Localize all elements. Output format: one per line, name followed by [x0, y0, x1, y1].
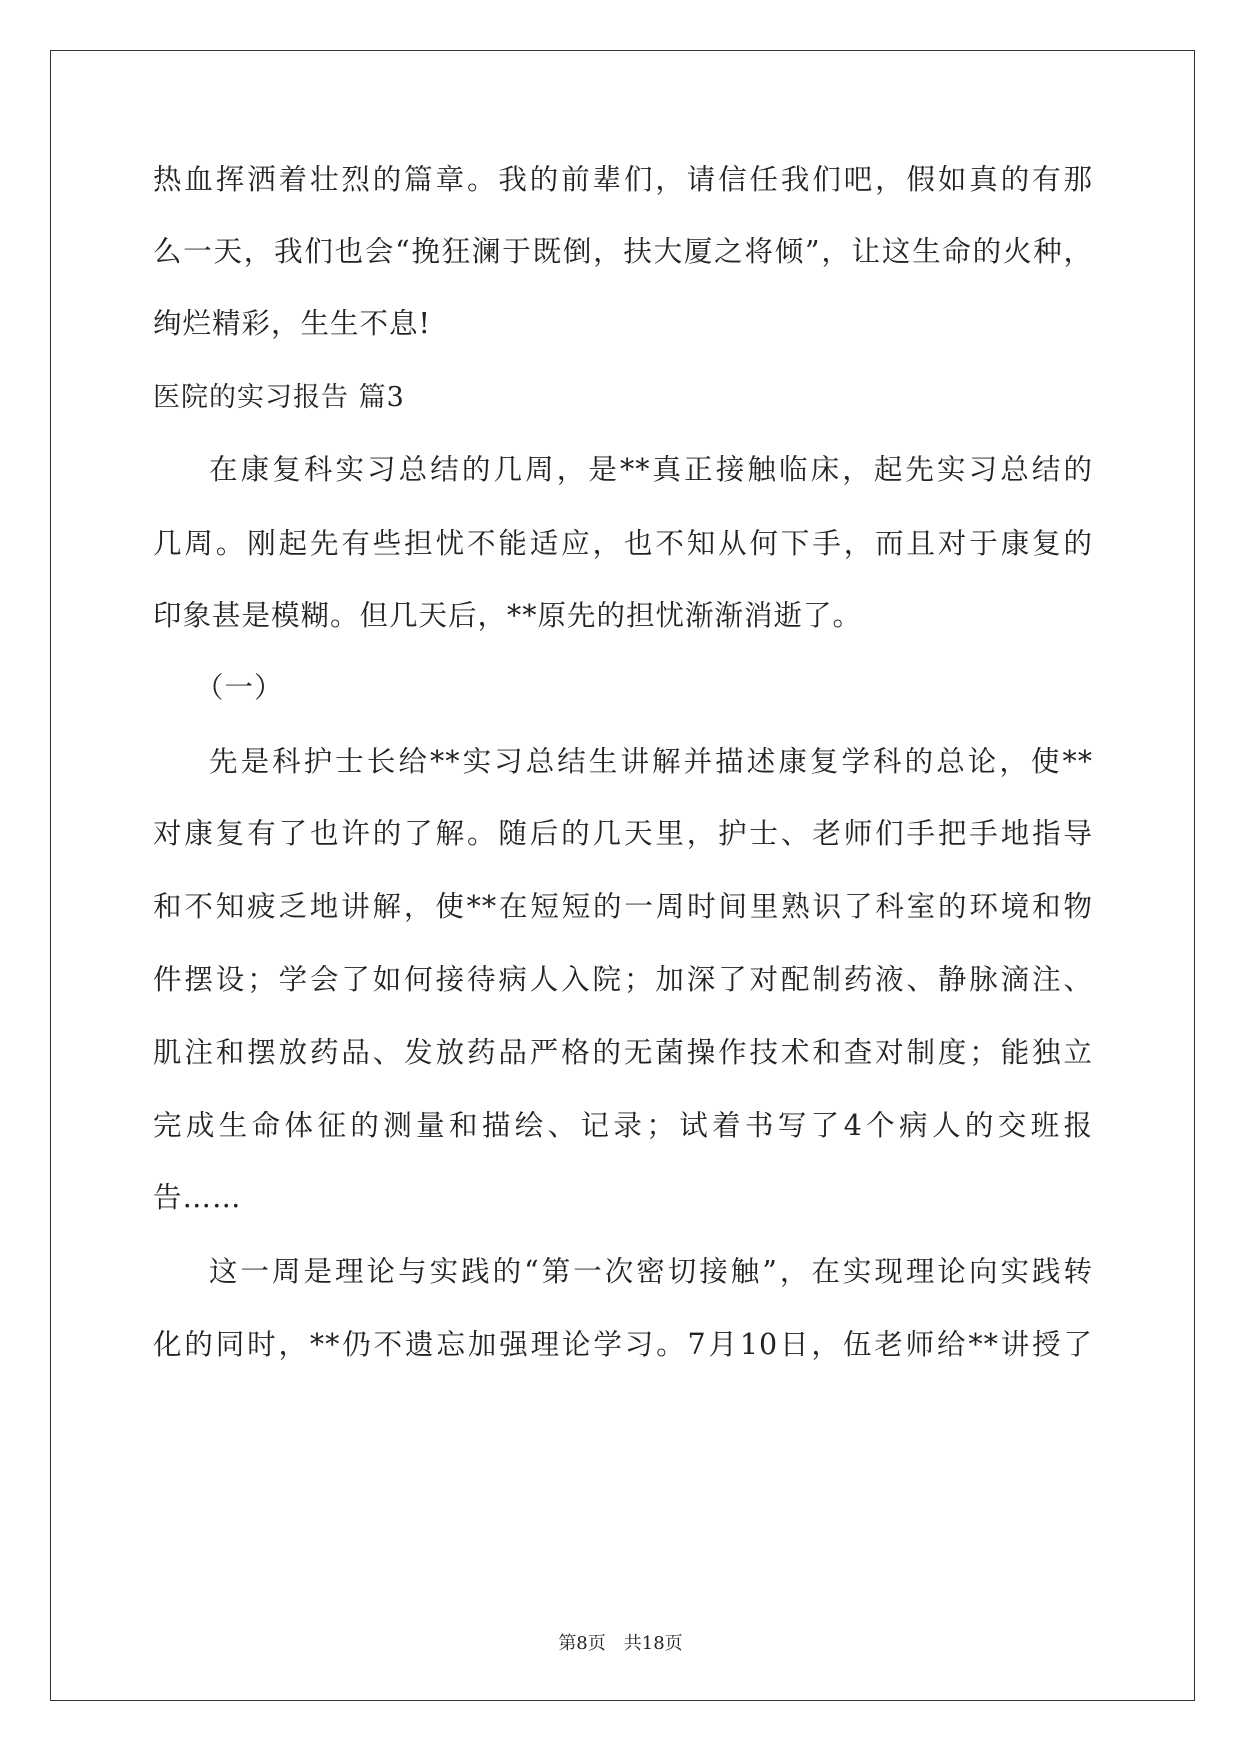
text-line: 先是科护士长给**实习总结生讲解并描述康复学科的总论，使** — [209, 745, 1093, 778]
section-heading: 医院的实习报告 篇3 — [153, 382, 405, 413]
text-line: 和不知疲乏地讲解，使**在短短的一周时间里熟识了科室的环境和物 — [153, 890, 1093, 923]
text-line: 肌注和摆放药品、发放药品严格的无菌操作技术和查对制度；能独立 — [153, 1036, 1093, 1069]
text-line: 几周。刚起先有些担忧不能适应，也不知从何下手，而且对于康复的 — [153, 527, 1093, 560]
text-line: 么一天，我们也会“挽狂澜于既倒，扶大厦之将倾”，让这生命的火种， — [153, 235, 1093, 268]
text-line: 化的同时，**仍不遗忘加强理论学习。7月10日，伍老师给**讲授了 — [153, 1328, 1093, 1361]
text-line: 这一周是理论与实践的“第一次密切接触”，在实现理论向实践转 — [209, 1255, 1093, 1288]
text-line: 完成生命体征的测量和描绘、记录；试着书写了4个病人的交班报 — [153, 1109, 1093, 1142]
text-line: 告…… — [153, 1181, 242, 1214]
page-number: 第8页 共18页 — [558, 1633, 683, 1654]
text-line: 件摆设；学会了如何接待病人入院；加深了对配制药液、静脉滴注、 — [153, 963, 1093, 996]
text-line: 在康复科实习总结的几周，是**真正接触临床，起先实习总结的 — [209, 453, 1093, 486]
section-marker: （一） — [195, 671, 284, 704]
text-line: 对康复有了也许的了解。随后的几天里，护士、老师们手把手地指导 — [153, 817, 1093, 850]
text-line: 热血挥洒着壮烈的篇章。我的前辈们，请信任我们吧，假如真的有那 — [153, 163, 1093, 196]
text-line: 印象甚是模糊。但几天后，**原先的担忧渐渐消逝了。 — [153, 599, 863, 632]
text-line: 绚烂精彩，生生不息! — [153, 307, 431, 340]
page-frame — [50, 50, 1195, 1701]
